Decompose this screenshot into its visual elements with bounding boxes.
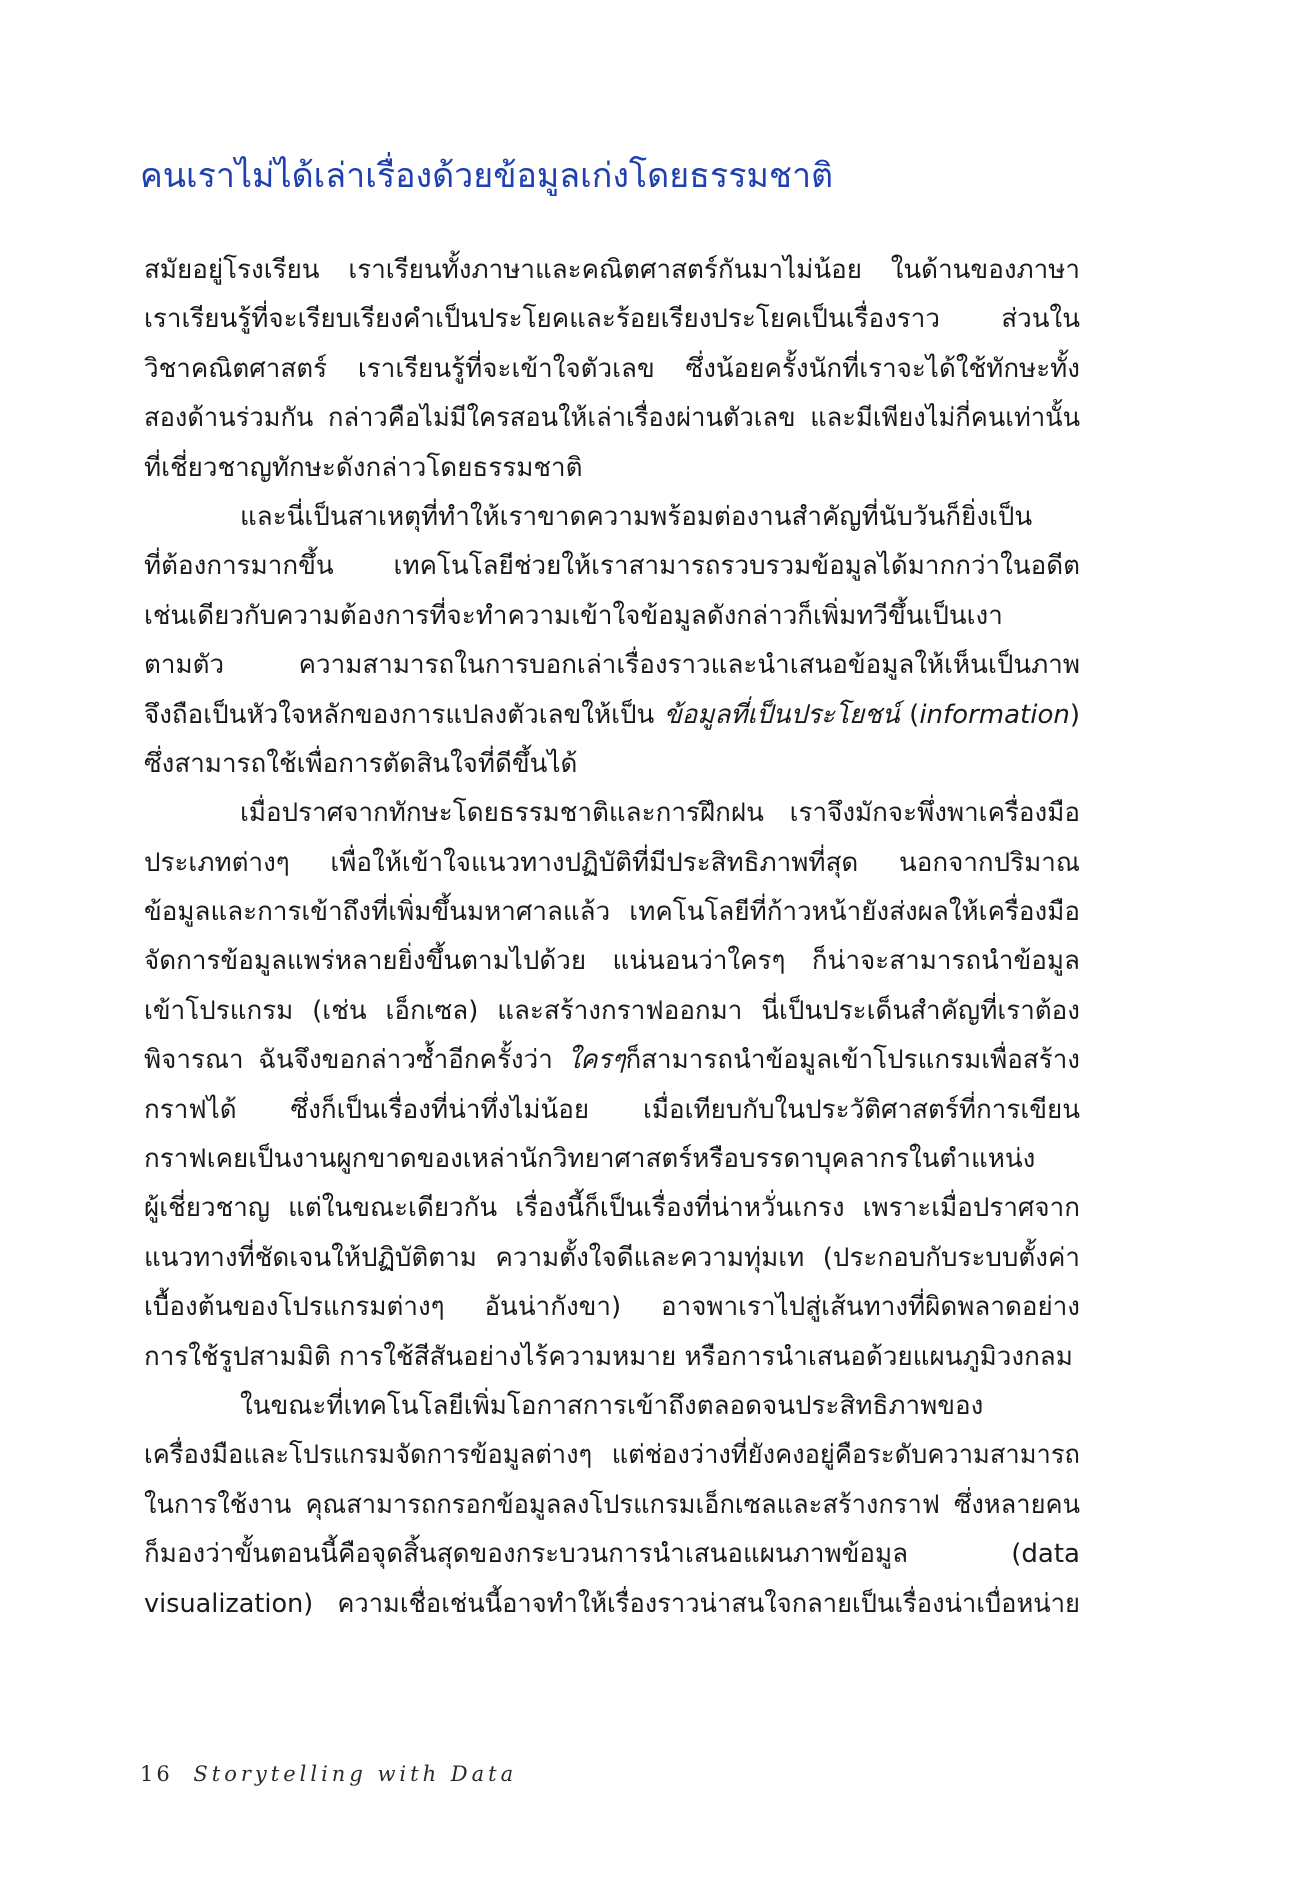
text-line: การใช้รูปสามมิติ การใช้สีสันอย่างไร้ความหมาย หรือการนำเสนอด้วยแผนภูมิวงกลม	[144, 1341, 1073, 1372]
text-line: ในการใช้งาน คุณสามารถกรอกข้อมูลลงโปรแกรมเอ็กเซลและสร้างกราฟ ซึ่งหลายคน	[144, 1489, 1080, 1520]
text-line: วิชาคณิตศาสตร์ เราเรียนรู้ที่จะเข้าใจตัวเลข ซึ่งน้อยครั้งนักที่เราจะได้ใช้ทักษะทั้ง	[144, 353, 1080, 384]
text-run: (	[899, 699, 920, 730]
text-run: )	[1069, 699, 1080, 730]
english-term: information	[919, 699, 1070, 730]
text-line: ผู้เชี่ยวชาญ แต่ในขณะเดียวกัน เรื่องนี้ก็เป็นเรื่องที่น่าหวั่นเกรง เพราะเมื่อปราศจาก	[144, 1193, 1080, 1224]
text-line: จัดการข้อมูลแพร่หลายยิ่งขึ้นตามไปด้วย แน่นอนว่าใครๆ ก็น่าจะสามารถนำข้อมูล	[144, 946, 1080, 977]
paragraph-1	[144, 246, 1080, 493]
text-line: visualization) ความเชื่อเช่นนี้อาจทำให้เรื่องราวน่าสนใจกลายเป็นเรื่องน่าเบื่อหน่าย	[144, 1588, 1080, 1619]
text-line-mixed	[144, 691, 1080, 740]
paragraph-4	[144, 1382, 1080, 1629]
text-line: กราฟได้ ซึ่งก็เป็นเรื่องที่น่าทึ่งไม่น้อย เมื่อเทียบกับในประวัติศาสตร์ที่การเขียน	[144, 1094, 1080, 1125]
text-line: ที่ต้องการมากขึ้น เทคโนโลยีช่วยให้เราสามารถรวบรวมข้อมูลได้มากกว่าในอดีต	[144, 551, 1080, 582]
text-line: และนี่เป็นสาเหตุที่ทำให้เราขาดความพร้อมต่องานสำคัญที่นับวันก็ยิ่งเป็น	[240, 501, 1033, 532]
page-footer	[140, 1762, 517, 1786]
text-run: พิจารณา ฉันจึงขอกล่าวซ้ำอีกครั้งว่า	[144, 1045, 568, 1076]
text-line: ตามตัว ความสามารถในการบอกเล่าเรื่องราวและนำเสนอข้อมูลให้เห็นเป็นภาพ	[144, 650, 1080, 681]
text-line: แนวทางที่ชัดเจนให้ปฏิบัติตาม ความตั้งใจดีและความทุ่มเท (ประกอบกับระบบตั้งค่า	[144, 1242, 1080, 1273]
paragraph-2	[144, 493, 1080, 789]
text-line: เครื่องมือและโปรแกรมจัดการข้อมูลต่างๆ แต่ช่องว่างที่ยังคงอยู่คือระดับความสามารถ	[144, 1440, 1080, 1471]
text-line: เบื้องต้นของโปรแกรมต่างๆ อันน่ากังขา) อาจพาเราไปสู่เส้นทางที่ผิดพลาดอย่าง	[144, 1292, 1080, 1323]
text-line: เข้าโปรแกรม (เช่น เอ็กเซล) และสร้างกราฟออกมา นี่เป็นประเด็นสำคัญที่เราต้อง	[144, 995, 1080, 1026]
paragraph-3	[144, 789, 1080, 1382]
body-text	[144, 246, 1080, 1629]
text-line: ที่เชี่ยวชาญทักษะดังกล่าวโดยธรรมชาติ	[144, 452, 583, 483]
text-line: ซึ่งสามารถใช้เพื่อการตัดสินใจที่ดีขึ้นได้	[144, 748, 578, 779]
text-line: เมื่อปราศจากทักษะโดยธรรมชาติและการฝึกฝน เราจึงมักจะพึ่งพาเครื่องมือ	[240, 798, 1080, 829]
text-line: สองด้านร่วมกัน กล่าวคือไม่มีใครสอนให้เล่าเรื่องผ่านตัวเลข และมีเพียงไม่กี่คนเท่านั้น	[144, 403, 1080, 434]
page-number: 16	[140, 1762, 173, 1786]
page-title: คนเราไม่ได้เล่าเรื่องด้วยข้อมูลเก่งโดยธรรมชาติ	[140, 156, 834, 196]
running-title: Storytelling with Data	[193, 1762, 518, 1786]
text-line: เช่นเดียวกับความต้องการที่จะทำความเข้าใจข้อมูลดังกล่าวก็เพิ่มทวีขึ้นเป็นเงา	[144, 600, 1003, 631]
text-line: ก็มองว่าขั้นตอนนี้คือจุดสิ้นสุดของกระบวนการนำเสนอแผนภาพข้อมูล (data	[144, 1539, 1080, 1570]
text-run: จึงถือเป็นหัวใจหลักของการแปลงตัวเลขให้เป็น	[144, 699, 664, 730]
text-line: ในขณะที่เทคโนโลยีเพิ่มโอกาสการเข้าถึงตลอดจนประสิทธิภาพของ	[240, 1390, 984, 1421]
text-line: กราฟเคยเป็นงานผูกขาดของเหล่านักวิทยาศาสตร์หรือบรรดาบุคลากรในตำแหน่ง	[144, 1144, 1036, 1175]
emphasis-term: ข้อมูลที่เป็นประโยชน์	[663, 699, 900, 730]
text-line-mixed	[144, 1036, 1080, 1085]
text-line: ประเภทต่างๆ เพื่อให้เข้าใจแนวทางปฏิบัติที่มีประสิทธิภาพที่สุด นอกจากปริมาณ	[144, 847, 1080, 878]
text-line: เราเรียนรู้ที่จะเรียบเรียงคำเป็นประโยคและร้อยเรียงประโยคเป็นเรื่องราว ส่วนใน	[144, 304, 1080, 335]
text-run: ก็สามารถนำข้อมูลเข้าโปรแกรมเพื่อสร้าง	[625, 1045, 1080, 1076]
emphasis-term: ใครๆ	[567, 1045, 626, 1076]
text-line: สมัยอยู่โรงเรียน เราเรียนทั้งภาษาและคณิตศาสตร์กันมาไม่น้อย ในด้านของภาษา	[144, 255, 1080, 285]
text-line: ข้อมูลและการเข้าถึงที่เพิ่มขึ้นมหาศาลแล้ว เทคโนโลยีที่ก้าวหน้ายังส่งผลให้เครื่องมือ	[144, 897, 1080, 928]
